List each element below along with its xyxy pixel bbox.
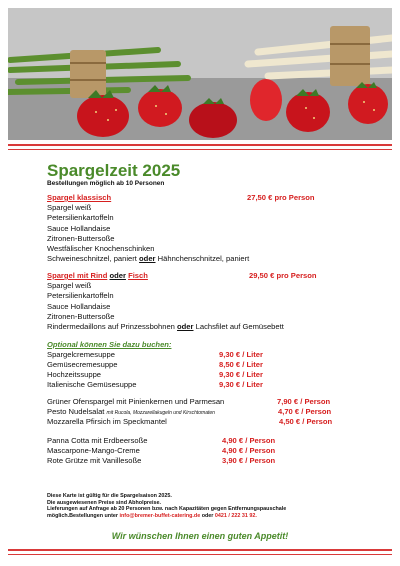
footer-line: Die ausgewiesenen Preise sind Abholpreise.: [47, 499, 161, 506]
footer-line: Diese Karte ist gültig für die Spargelsaison 2025.: [47, 493, 172, 499]
side-name: Pesto Nudelsalat: [47, 407, 105, 416]
heading-part: Spargel mit Rind: [47, 271, 108, 280]
side-name-with-note: [47, 407, 215, 416]
dessert-name: Rote Grütze mit Vanillesoße: [47, 456, 142, 465]
side-name: Grüner Ofenspargel mit Pinienkernen und Parmesan: [47, 397, 225, 406]
menu-item: Spargel weiß: [47, 281, 92, 291]
page-title: Spargelzeit 2025: [47, 161, 181, 180]
menu-item: Sauce Hollandaise: [47, 301, 111, 311]
menu-item: Spargel weiß: [47, 203, 92, 213]
footer-text: möglich.Bestellungen unter: [47, 512, 118, 519]
soup-name: Hochzeitssuppe: [47, 370, 102, 379]
heading-or: oder: [109, 271, 126, 280]
hero-photo: [8, 8, 392, 140]
dessert-price: 4,90 € / Person: [222, 436, 276, 445]
side-price: 4,50 € / Person: [279, 417, 333, 426]
dessert-price: 4,90 € / Person: [222, 446, 276, 455]
page-subtitle: Bestellungen möglich ab 10 Personen: [47, 180, 165, 187]
footer-contact-line: [47, 513, 286, 520]
choice-option: Rindermedaillons auf Prinzessbohnen: [47, 322, 175, 332]
menu-section-classic: [47, 193, 249, 264]
divider-bottom-thin: [8, 554, 392, 555]
dessert-name: Mascarpone-Mango-Creme: [47, 446, 140, 455]
choice-option: Schweineschnitzel, paniert: [47, 254, 137, 264]
soup-price: 9,30 € / Liter: [219, 380, 263, 389]
side-price: 4,70 € / Person: [278, 407, 332, 416]
menu-item: Zitronen-Buttersoße: [47, 311, 115, 321]
menu-choice: [47, 254, 249, 264]
optional-heading: Optional können Sie dazu buchen:: [47, 340, 172, 349]
soup-name: Spargelcremesuppe: [47, 350, 115, 359]
footer-text: oder: [201, 512, 214, 519]
menu-section-beef-fish: [47, 271, 284, 332]
divider-bottom: [8, 549, 392, 551]
soup-price: 9,30 € / Liter: [219, 350, 263, 359]
section-price: 27,50 € pro Person: [247, 193, 315, 202]
section-heading: Spargel klassisch: [47, 193, 112, 202]
menu-item: Zitronen-Buttersoße: [47, 233, 115, 243]
soup-name: Italienische Gemüsesuppe: [47, 380, 137, 389]
menu-choice: [47, 322, 284, 332]
asparagus-strawberry-illustration: [8, 8, 392, 140]
choice-option: Hähnchenschnitzel, paniert: [157, 254, 250, 264]
footer-line: Lieferungen auf Anfrage ab 20 Personen bzw. nach Kapazitäten gegen Entfernungspauschale: [47, 506, 287, 513]
menu-item: Petersilienkartoffeln: [47, 291, 114, 301]
dessert-price: 3,90 € / Person: [222, 456, 276, 465]
dessert-name: Panna Cotta mit Erdbeersoße: [47, 436, 148, 445]
closing-message: Wir wünschen Ihnen einen guten Appetit!: [111, 531, 289, 541]
menu-item: Westfälischer Knochenschinken: [47, 244, 155, 254]
side-note: mit Rucola, Mozzarellakugeln und Kirschtomaten: [106, 410, 215, 416]
footer-notes: [47, 493, 286, 519]
divider-top-thin: [8, 149, 392, 150]
side-name: Mozzarella Pfirsich im Speckmantel: [47, 417, 167, 426]
phone-link[interactable]: 0421 / 222 31 92.: [214, 512, 257, 519]
choice-or: oder: [139, 254, 156, 264]
menu-item: Sauce Hollandaise: [47, 223, 111, 233]
soup-price: 9,30 € / Liter: [219, 370, 263, 379]
soup-price: 8,50 € / Liter: [219, 360, 263, 369]
soup-name: Gemüsecremesuppe: [47, 360, 118, 369]
choice-option: Lachsfilet auf Gemüsebett: [195, 322, 284, 332]
heading-part: Fisch: [128, 271, 148, 280]
divider-top: [8, 144, 392, 146]
email-link[interactable]: info@bremer-buffet-catering.de: [119, 512, 201, 519]
side-price: 7,90 € / Person: [277, 397, 331, 406]
section-price: 29,50 € pro Person: [249, 271, 317, 280]
choice-or: oder: [177, 322, 194, 332]
menu-item: Petersilienkartoffeln: [47, 213, 114, 223]
